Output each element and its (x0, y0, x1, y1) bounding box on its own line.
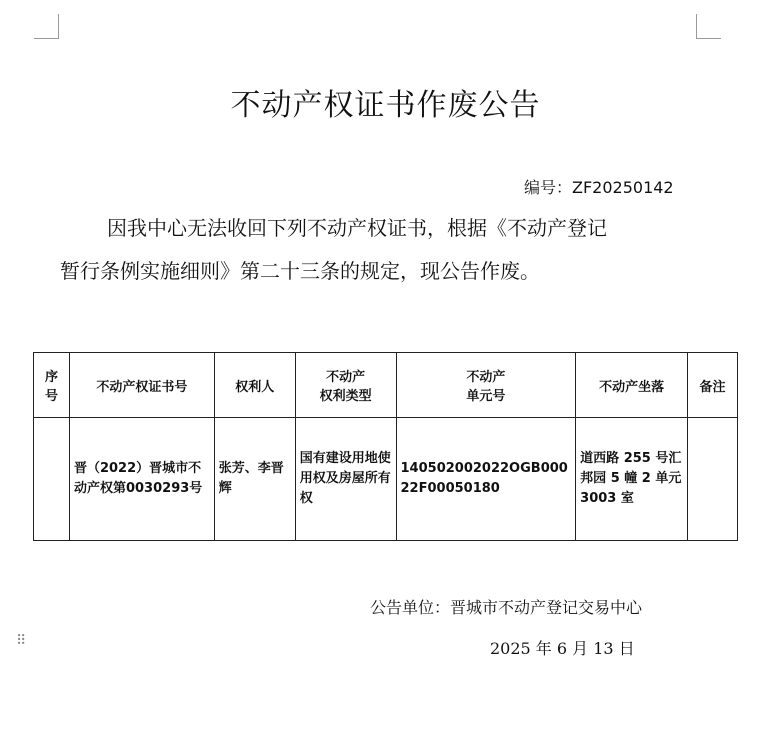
header-location: 不动产坐落 (576, 353, 688, 418)
cell-index (34, 418, 70, 541)
announcing-unit: 公告单位：晋城市不动产登记交易中心 (370, 598, 643, 617)
header-right-type: 不动产 权利类型 (295, 353, 396, 418)
cell-unit-number: 140502002022OGB00022F00050180 (396, 418, 576, 541)
paragraph-line-1: 因我中心无法收回下列不动产权证书，根据《不动产登记 (107, 216, 607, 240)
cell-certificate-number: 晋（2022）晋城市不动产权第0030293号 (69, 418, 214, 541)
document-number: 编号：ZF20250142 (524, 178, 674, 197)
header-index: 序 号 (34, 353, 70, 418)
crop-mark-top-left (34, 14, 59, 39)
cell-right-holder: 张芳、李晋辉 (214, 418, 295, 541)
certificate-table (33, 352, 738, 541)
announcement-date: 2025 年 6 月 13 日 (490, 639, 635, 658)
document-title: 不动产权证书作废公告 (230, 88, 541, 123)
header-right-holder: 权利人 (214, 353, 295, 418)
paragraph-line-2: 暂行条例实施细则》第二十三条的规定，现公告作废。 (60, 259, 540, 283)
table-row (34, 418, 738, 541)
crop-mark-top-right (696, 14, 721, 39)
header-unit-number: 不动产 单元号 (396, 353, 576, 418)
header-certificate-number: 不动产权证书号 (69, 353, 214, 418)
cell-location: 道西路 255 号汇邦园 5 幢 2 单元 3003 室 (576, 418, 688, 541)
cell-remark (688, 418, 738, 541)
table-header-row (34, 353, 738, 418)
header-remark: 备注 (688, 353, 738, 418)
cell-right-type: 国有建设用地使用权及房屋所有权 (295, 418, 396, 541)
drag-handle-icon[interactable]: ⠿ (16, 633, 28, 649)
